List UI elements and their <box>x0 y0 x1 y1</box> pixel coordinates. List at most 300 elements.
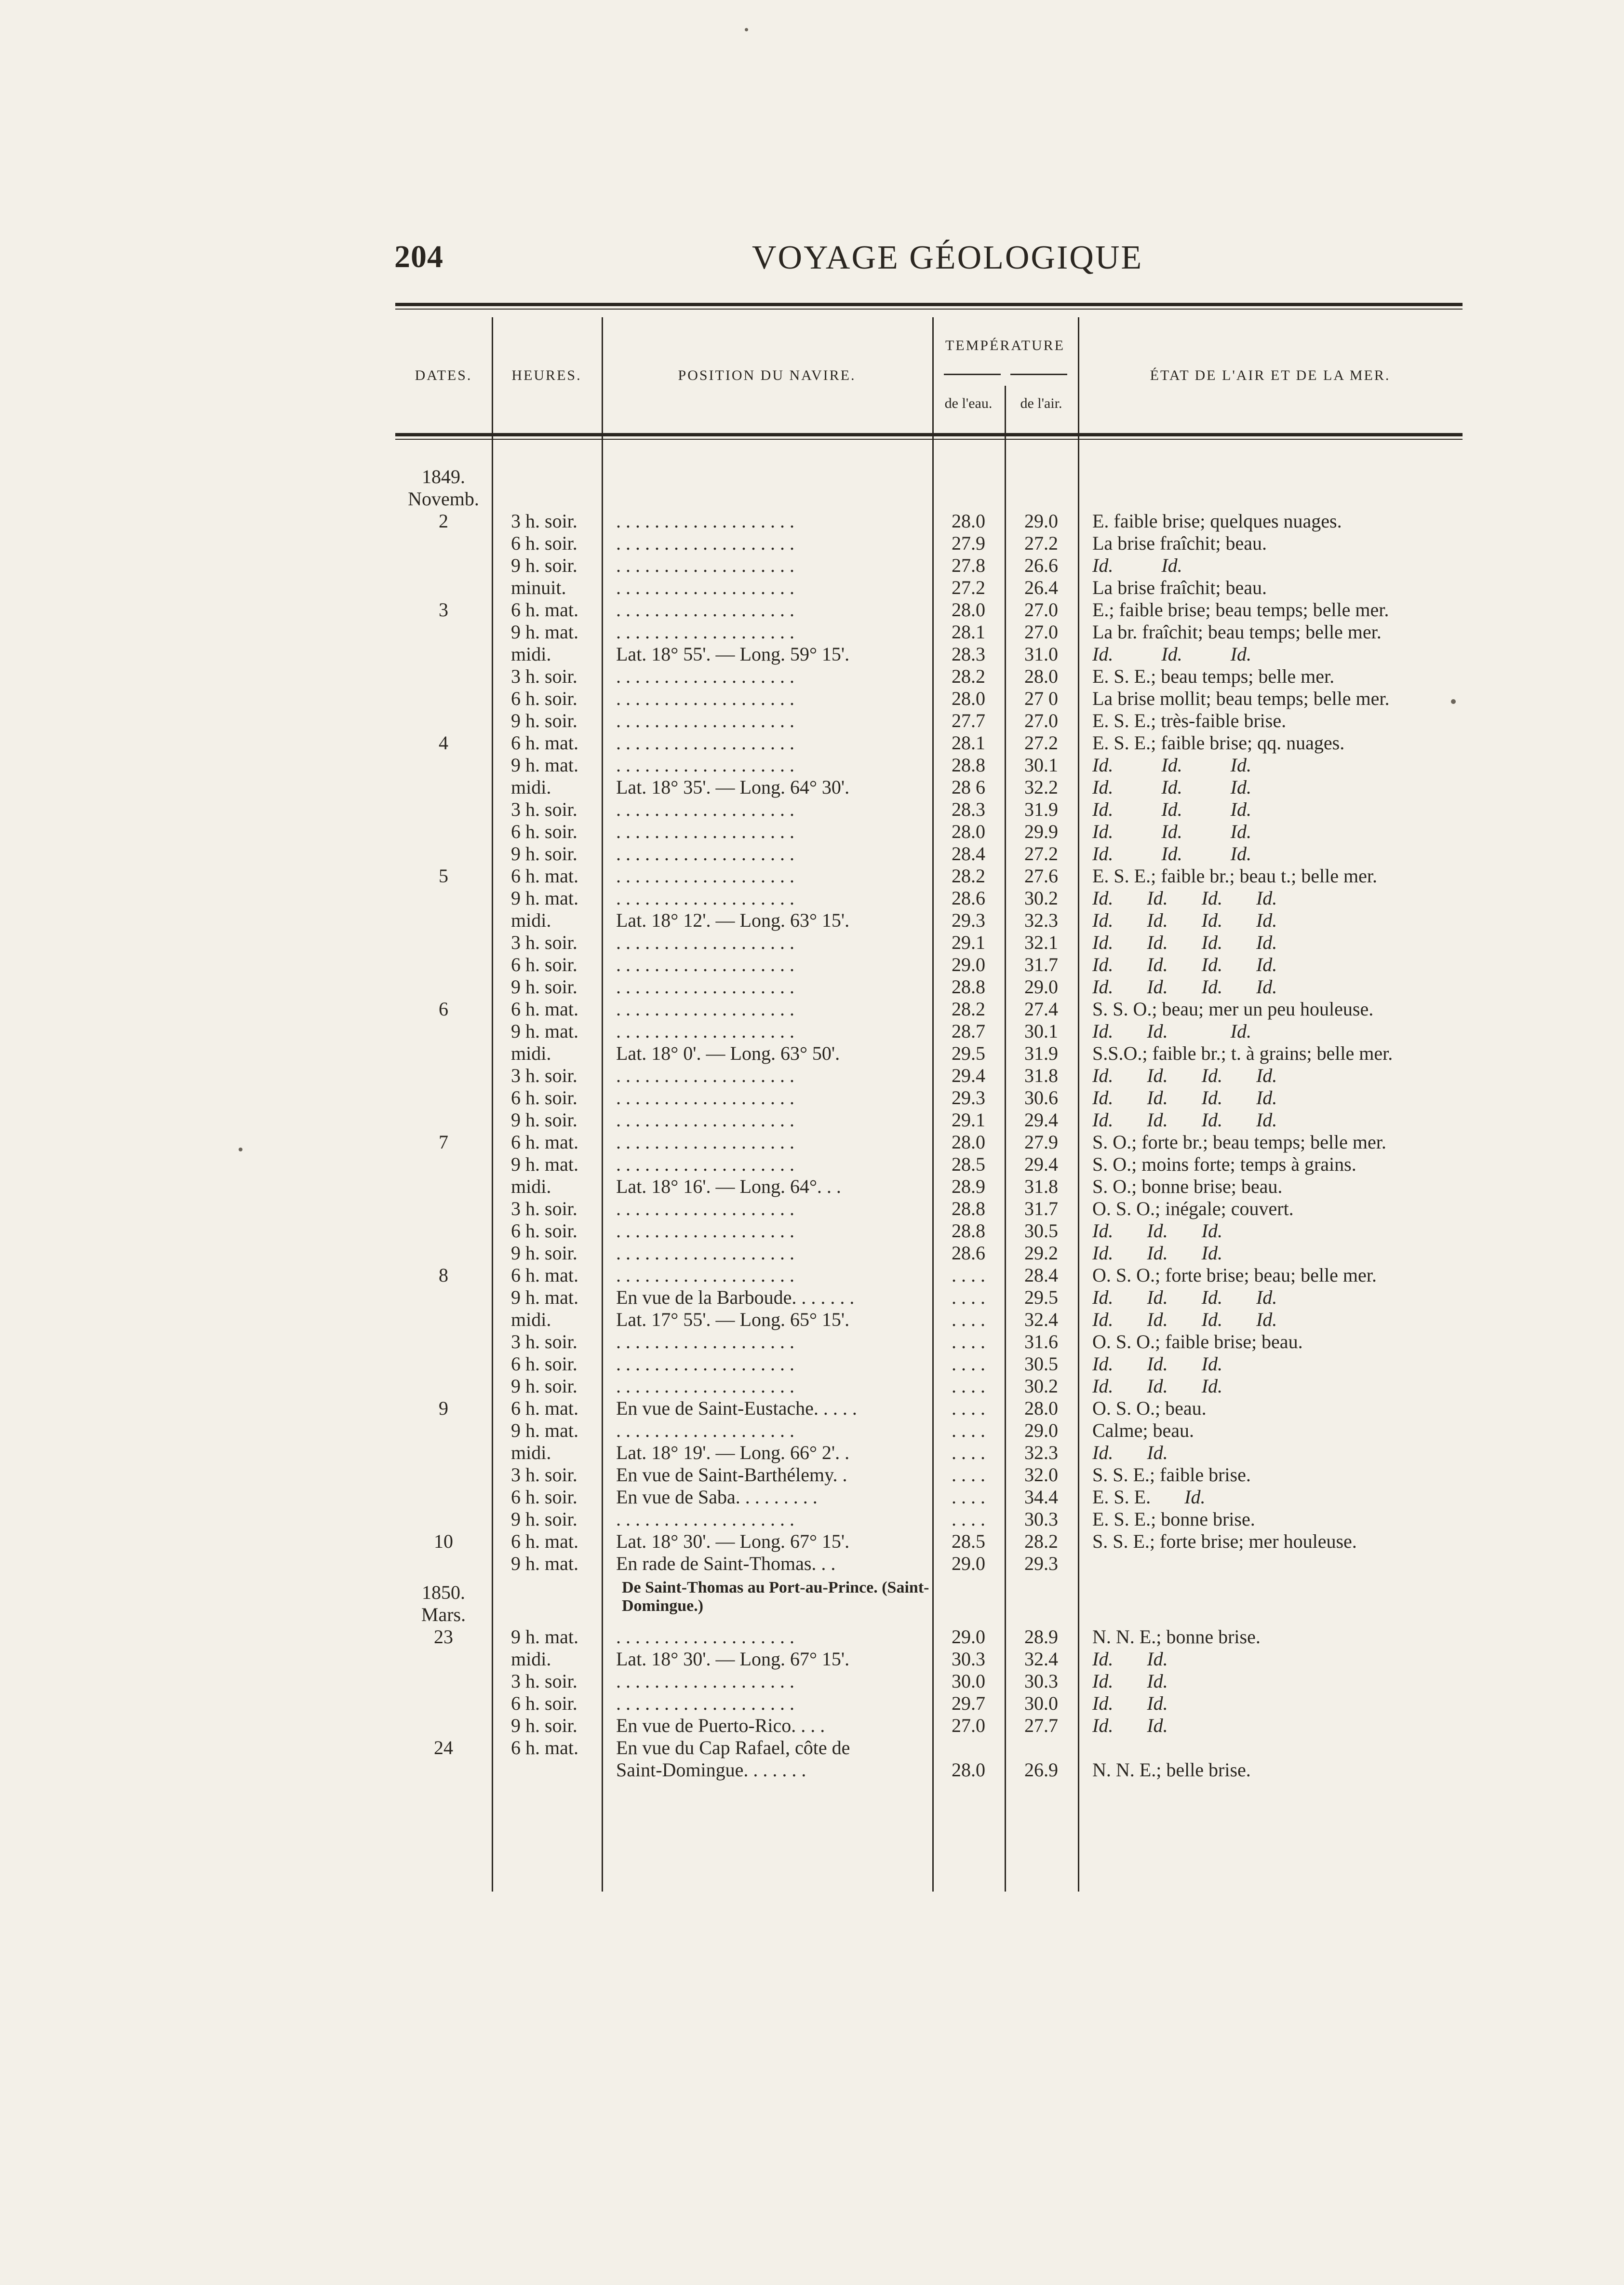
cell-eau: 28.5 <box>952 1153 985 1175</box>
cell-eau: 28.8 <box>952 1220 985 1242</box>
cell-etat: Id. Id. Id. <box>1092 754 1251 776</box>
cell-air: 34.4 <box>1024 1486 1058 1508</box>
section-heading: De Saint-Thomas au Port-au-Prince. (Saint-Domingue.) <box>622 1579 929 1615</box>
cell-etat: Id. Id. Id. <box>1092 1353 1222 1375</box>
table-row <box>395 488 1463 510</box>
cell-air <box>1005 1575 1078 1604</box>
cell-heure: 3 h. soir. <box>511 1198 577 1219</box>
cell-heure: 3 h. soir. <box>511 798 577 820</box>
cell-air: 32.0 <box>1024 1464 1058 1486</box>
cell-etat: La brise mollit; beau temps; belle mer. <box>1092 688 1390 709</box>
table-row <box>395 688 1463 710</box>
cell-heure: 3 h. soir. <box>511 665 577 687</box>
table-row <box>395 1648 1463 1670</box>
cell-heure: 6 h. soir. <box>511 532 577 554</box>
cell-date <box>395 1648 492 1670</box>
table-row <box>395 1575 1463 1604</box>
cell-position: . . . . . . . . . . . . . . . . . . . <box>616 1242 794 1264</box>
cell-date <box>395 1715 492 1737</box>
table-row <box>395 1508 1463 1530</box>
cell-heure: 3 h. soir. <box>511 932 577 953</box>
cell-etat: Id. Id. <box>1092 1670 1168 1692</box>
cell-air: 27.7 <box>1024 1715 1058 1736</box>
cell-air <box>1005 1737 1078 1759</box>
table-row <box>395 1109 1463 1131</box>
cell-heure: 9 h. mat. <box>511 1553 578 1574</box>
cell-date: 5 <box>439 865 448 887</box>
table-row <box>395 1131 1463 1153</box>
cell-air: 32.3 <box>1024 909 1058 931</box>
cell-etat: Id. Id. Id. Id. <box>1092 1065 1277 1086</box>
cell-air: 27 0 <box>1024 688 1058 709</box>
table-row <box>395 954 1463 976</box>
cell-eau: . . . . <box>952 1331 985 1352</box>
cell-heure: 6 h. soir. <box>511 1353 577 1375</box>
cell-position: . . . . . . . . . . . . . . . . . . . <box>616 1420 794 1441</box>
cell-position: . . . . . . . . . . . . . . . . . . . <box>616 1670 794 1692</box>
cell-eau: 29.5 <box>952 1042 985 1064</box>
cell-position: . . . . . . . . . . . . . . . . . . . <box>616 821 794 842</box>
table-row <box>395 1309 1463 1331</box>
cell-position: En vue de Saint-Eustache. . . . . <box>616 1397 857 1419</box>
table-row <box>395 599 1463 621</box>
cell-date: 24 <box>434 1737 453 1758</box>
cell-heure: 9 h. soir. <box>511 554 577 576</box>
cell-heure: midi. <box>511 1442 551 1463</box>
cell-position: . . . . . . . . . . . . . . . . . . . <box>616 554 794 576</box>
cell-eau: 28.0 <box>952 599 985 621</box>
cell-etat: S. O.; forte br.; beau temps; belle mer. <box>1092 1131 1386 1153</box>
table-row <box>395 732 1463 754</box>
cell-eau: 28.0 <box>952 510 985 532</box>
cell-air: 29.5 <box>1024 1286 1058 1308</box>
table-row <box>395 1065 1463 1087</box>
cell-heure: 9 h. soir. <box>511 1109 577 1131</box>
cell-eau: . . . . <box>952 1420 985 1441</box>
cell-heure: 6 h. mat. <box>511 998 578 1020</box>
cell-heure: 9 h. mat. <box>511 1286 578 1308</box>
cell-eau: 27.7 <box>952 710 985 731</box>
cell-air: 27.0 <box>1024 599 1058 621</box>
cell-eau: . . . . <box>952 1309 985 1330</box>
cell-date: 4 <box>439 732 448 754</box>
header-eau: de l'eau. <box>944 395 993 411</box>
cell-date <box>395 1109 492 1131</box>
cell-position: . . . . . . . . . . . . . . . . . . . <box>616 577 794 598</box>
cell-position: . . . . . . . . . . . . . . . . . . . <box>616 843 794 865</box>
cell-air <box>1005 459 1078 488</box>
cell-heure: 9 h. soir. <box>511 976 577 998</box>
cell-etat: Id. Id. Id. Id. <box>1092 1286 1277 1308</box>
header-air: de l'air. <box>1020 395 1062 411</box>
cell-position: Lat. 18° 30'. — Long. 67° 15'. <box>616 1648 850 1670</box>
cell-etat: S. S. O.; beau; mer un peu houleuse. <box>1092 998 1374 1020</box>
cell-etat: E. faible brise; quelques nuages. <box>1092 510 1342 532</box>
cell-air: 27.0 <box>1024 621 1058 643</box>
cell-heure <box>492 1575 602 1604</box>
cell-date <box>395 976 492 998</box>
running-title: VOYAGE GÉOLOGIQUE <box>752 239 1143 276</box>
cell-air: 30.5 <box>1024 1220 1058 1242</box>
cell-eau: 29.1 <box>952 1109 985 1131</box>
cell-etat: O. S. O.; inégale; couvert. <box>1092 1198 1294 1219</box>
cell-heure: 6 h. soir. <box>511 1220 577 1242</box>
cell-air: 27.6 <box>1024 865 1058 887</box>
cell-air: 27.2 <box>1024 843 1058 865</box>
cell-air <box>1005 1604 1078 1626</box>
cell-eau: 28.2 <box>952 865 985 887</box>
cell-etat: Id. Id. Id. <box>1092 843 1251 865</box>
table-row <box>395 1670 1463 1692</box>
cell-position: Lat. 18° 12'. — Long. 63° 15'. <box>616 909 850 931</box>
cell-air: 29.2 <box>1024 1242 1058 1264</box>
table-row <box>395 865 1463 887</box>
cell-heure: midi. <box>511 1309 551 1330</box>
header-dates: DATES. <box>415 367 472 383</box>
temperature-brace-left <box>944 374 1001 375</box>
cell-position: . . . . . . . . . . . . . . . . . . . <box>616 710 794 731</box>
cell-air: 28.4 <box>1024 1264 1058 1286</box>
cell-position: . . . . . . . . . . . . . . . . . . . <box>616 599 794 621</box>
cell-air: 32.3 <box>1024 1442 1058 1463</box>
page-number: 204 <box>394 239 443 274</box>
cell-air: 30.3 <box>1024 1508 1058 1530</box>
cell-etat: S. O.; bonne brise; beau. <box>1092 1176 1283 1197</box>
table-row <box>395 1626 1463 1648</box>
cell-etat: Id. Id. Id. Id. <box>1092 1087 1277 1109</box>
cell-position: En vue du Cap Rafael, côte de <box>616 1737 850 1758</box>
cell-etat <box>1078 488 1463 510</box>
cell-heure: 6 h. soir. <box>511 1087 577 1109</box>
cell-heure: 6 h. mat. <box>511 865 578 887</box>
cell-etat <box>1078 1737 1463 1759</box>
table-row <box>395 1153 1463 1176</box>
cell-eau: 28.3 <box>952 798 985 820</box>
cell-position: . . . . . . . . . . . . . . . . . . . <box>616 1131 794 1153</box>
cell-position: . . . . . . . . . . . . . . . . . . . <box>616 1220 794 1242</box>
cell-heure: midi. <box>511 643 551 665</box>
cell-date: 7 <box>439 1131 448 1153</box>
cell-etat: N. N. E.; bonne brise. <box>1092 1626 1261 1648</box>
cell-etat: N. N. E.; belle brise. <box>1092 1759 1251 1781</box>
cell-position: . . . . . . . . . . . . . . . . . . . <box>616 510 794 532</box>
cell-position: . . . . . . . . . . . . . . . . . . . <box>616 887 794 909</box>
cell-eau: . . . . <box>952 1486 985 1508</box>
cell-position: Lat. 18° 35'. — Long. 64° 30'. <box>616 776 850 798</box>
paper-speck <box>745 28 748 31</box>
cell-date <box>395 1331 492 1353</box>
table-row <box>395 459 1463 488</box>
table-row <box>395 932 1463 954</box>
cell-eau: . . . . <box>952 1353 985 1375</box>
cell-position: Lat. 17° 55'. — Long. 65° 15'. <box>616 1309 850 1330</box>
cell-air: 30.3 <box>1024 1670 1058 1692</box>
cell-date: 2 <box>439 510 448 532</box>
cell-heure <box>492 459 602 488</box>
table-row <box>395 887 1463 909</box>
cell-position: . . . . . . . . . . . . . . . . . . . <box>616 1153 794 1175</box>
table-row <box>395 621 1463 643</box>
table-row <box>395 665 1463 688</box>
cell-etat: O. S. O.; faible brise; beau. <box>1092 1331 1303 1352</box>
cell-heure: 9 h. soir. <box>511 1242 577 1264</box>
cell-position: . . . . . . . . . . . . . . . . . . . <box>616 865 794 887</box>
cell-date <box>395 665 492 688</box>
header-rule-thick <box>395 433 1463 436</box>
cell-position: . . . . . . . . . . . . . . . . . . . <box>616 1264 794 1286</box>
cell-eau: 29.1 <box>952 932 985 953</box>
cell-air: 26.6 <box>1024 554 1058 576</box>
cell-date <box>395 754 492 776</box>
cell-etat: Id. Id. Id. <box>1092 776 1251 798</box>
table-row <box>395 1176 1463 1198</box>
table-row <box>395 1759 1463 1781</box>
cell-date <box>395 1486 492 1508</box>
cell-heure: 9 h. soir. <box>511 1508 577 1530</box>
header-etat: ÉTAT DE L'AIR ET DE LA MER. <box>1150 367 1391 383</box>
paper-speck <box>1451 699 1456 704</box>
cell-heure: 9 h. mat. <box>511 887 578 909</box>
cell-eau: 28.0 <box>952 1131 985 1153</box>
cell-date <box>395 1553 492 1575</box>
cell-position: En vue de Saint-Barthélemy. . <box>616 1464 847 1486</box>
cell-date: 3 <box>439 599 448 621</box>
cell-position: En rade de Saint-Thomas. . . <box>616 1553 836 1574</box>
cell-air: 30.2 <box>1024 1375 1058 1397</box>
table-row <box>395 710 1463 732</box>
cell-heure: 9 h. soir. <box>511 1375 577 1397</box>
cell-etat: Calme; beau. <box>1092 1420 1195 1441</box>
cell-date <box>395 1692 492 1715</box>
table-row <box>395 1464 1463 1486</box>
cell-etat: Id. Id. <box>1092 1692 1168 1714</box>
cell-position: . . . . . . . . . . . . . . . . . . . <box>616 732 794 754</box>
cell-position: . . . . . . . . . . . . . . . . . . . <box>616 998 794 1020</box>
table-row <box>395 1486 1463 1508</box>
cell-position: . . . . . . . . . . . . . . . . . . . <box>616 932 794 953</box>
cell-air: 31.7 <box>1024 1198 1058 1219</box>
temperature-brace-right <box>1010 374 1067 375</box>
cell-heure: 6 h. soir. <box>511 688 577 709</box>
cell-etat: S. S. E.; faible brise. <box>1092 1464 1251 1486</box>
cell-eau: 28.6 <box>952 1242 985 1264</box>
cell-date <box>395 1309 492 1331</box>
top-rule-thin <box>395 309 1463 310</box>
table-row <box>395 1715 1463 1737</box>
cell-position: . . . . . . . . . . . . . . . . . . . <box>616 688 794 709</box>
cell-eau: . . . . <box>952 1397 985 1419</box>
cell-air: 31.0 <box>1024 643 1058 665</box>
cell-etat: Id. Id. Id. Id. <box>1092 909 1277 931</box>
cell-air: 28.9 <box>1024 1626 1058 1648</box>
cell-air: 29.3 <box>1024 1553 1058 1574</box>
cell-heure: 9 h. soir. <box>511 843 577 865</box>
cell-air: 32.4 <box>1024 1309 1058 1330</box>
cell-air: 30.2 <box>1024 887 1058 909</box>
cell-date: 1850. <box>422 1582 465 1603</box>
cell-etat <box>1078 1575 1463 1604</box>
cell-date <box>395 1670 492 1692</box>
cell-date: Mars. <box>421 1604 466 1625</box>
table-row <box>395 1737 1463 1759</box>
cell-heure: minuit. <box>511 577 566 598</box>
cell-air: 27.2 <box>1024 532 1058 554</box>
table-row <box>395 1087 1463 1109</box>
cell-heure: 9 h. mat. <box>511 621 578 643</box>
cell-eau: 28.8 <box>952 1198 985 1219</box>
top-rule-thick <box>395 303 1463 306</box>
cell-position: . . . . . . . . . . . . . . . . . . . <box>616 1508 794 1530</box>
cell-eau: 29.3 <box>952 1087 985 1109</box>
cell-position: . . . . . . . . . . . . . . . . . . . <box>616 1375 794 1397</box>
cell-eau: 28 6 <box>952 776 985 798</box>
cell-date <box>395 1420 492 1442</box>
cell-position: . . . . . . . . . . . . . . . . . . . <box>616 621 794 643</box>
cell-etat: Id. Id. <box>1092 1442 1168 1463</box>
cell-eau: . . . . <box>952 1375 985 1397</box>
cell-date <box>395 532 492 554</box>
table-row <box>395 754 1463 776</box>
cell-air: 29.0 <box>1024 1420 1058 1441</box>
cell-air: 29.9 <box>1024 821 1058 842</box>
cell-date: 8 <box>439 1264 448 1286</box>
cell-etat: Id. Id. <box>1092 554 1182 576</box>
cell-heure: 3 h. soir. <box>511 1464 577 1486</box>
cell-date <box>395 1220 492 1242</box>
header-rule-thin <box>395 439 1463 440</box>
cell-air: 30.1 <box>1024 754 1058 776</box>
cell-air: 30.0 <box>1024 1692 1058 1714</box>
cell-eau: 28.9 <box>952 1176 985 1197</box>
cell-eau: 28.0 <box>952 688 985 709</box>
cell-air: 30.1 <box>1024 1020 1058 1042</box>
cell-etat: Id. Id. Id. Id. <box>1092 1109 1277 1131</box>
cell-air: 27.4 <box>1024 998 1058 1020</box>
cell-eau: 28.0 <box>952 1759 985 1781</box>
cell-heure: 9 h. mat. <box>511 1153 578 1175</box>
cell-eau: 28.8 <box>952 754 985 776</box>
cell-air: 31.6 <box>1024 1331 1058 1352</box>
cell-eau: 28.2 <box>952 665 985 687</box>
cell-heure: 9 h. soir. <box>511 710 577 731</box>
cell-etat <box>1078 1553 1463 1575</box>
cell-date <box>395 1065 492 1087</box>
cell-eau: 30.3 <box>952 1648 985 1670</box>
cell-eau: 27.8 <box>952 554 985 576</box>
cell-position: . . . . . . . . . . . . . . . . . . . <box>616 1692 794 1714</box>
table-row <box>395 1220 1463 1242</box>
cell-air: 26.9 <box>1024 1759 1058 1781</box>
table-row <box>395 843 1463 865</box>
cell-date <box>395 887 492 909</box>
cell-position: En vue de la Barboude. . . . . . . <box>616 1286 855 1308</box>
cell-position: . . . . . . . . . . . . . . . . . . . <box>616 1198 794 1219</box>
cell-etat: S. S. E.; forte brise; mer houleuse. <box>1092 1530 1357 1552</box>
cell-date <box>395 776 492 798</box>
cell-position: . . . . . . . . . . . . . . . . . . . <box>616 954 794 975</box>
cell-position: . . . . . . . . . . . . . . . . . . . <box>616 754 794 776</box>
table-row <box>395 821 1463 843</box>
table-row <box>395 1530 1463 1553</box>
cell-position: . . . . . . . . . . . . . . . . . . . <box>616 1065 794 1086</box>
table-row <box>395 798 1463 821</box>
cell-date <box>395 643 492 665</box>
cell-date <box>395 1286 492 1309</box>
cell-position: En vue de Puerto-Rico. . . . <box>616 1715 825 1736</box>
cell-position: . . . . . . . . . . . . . . . . . . . <box>616 1353 794 1375</box>
cell-air: 32.2 <box>1024 776 1058 798</box>
cell-eau: 27.2 <box>952 577 985 598</box>
cell-eau: 28.0 <box>952 821 985 842</box>
table-row <box>395 532 1463 554</box>
cell-eau: 30.0 <box>952 1670 985 1692</box>
table-row <box>395 1353 1463 1375</box>
cell-air <box>1005 488 1078 510</box>
cell-etat: Id. Id. Id. Id. <box>1092 887 1277 909</box>
cell-heure: 6 h. soir. <box>511 954 577 975</box>
cell-air: 31.8 <box>1024 1176 1058 1197</box>
cell-date <box>395 821 492 843</box>
cell-heure: midi. <box>511 1176 551 1197</box>
cell-etat: Id. Id. Id. <box>1092 1020 1251 1042</box>
table-row <box>395 1442 1463 1464</box>
table-row <box>395 998 1463 1020</box>
cell-date <box>395 1042 492 1065</box>
cell-eau: 28.6 <box>952 887 985 909</box>
cell-heure: 6 h. mat. <box>511 1530 578 1552</box>
table-row <box>395 1397 1463 1420</box>
cell-air: 32.1 <box>1024 932 1058 953</box>
cell-eau: 28.2 <box>952 998 985 1020</box>
cell-etat: Id. Id. Id. <box>1092 1242 1222 1264</box>
cell-etat: E. S. E.; faible brise; qq. nuages. <box>1092 732 1345 754</box>
cell-air: 31.8 <box>1024 1065 1058 1086</box>
cell-eau: 28.3 <box>952 643 985 665</box>
cell-etat: Id. Id. Id. <box>1092 643 1251 665</box>
cell-heure: 9 h. mat. <box>511 1626 578 1648</box>
cell-air: 27.2 <box>1024 732 1058 754</box>
cell-date: 1849. <box>422 466 465 487</box>
cell-air: 26.4 <box>1024 577 1058 598</box>
cell-position <box>602 488 932 510</box>
cell-eau: 29.7 <box>952 1692 985 1714</box>
cell-date <box>395 954 492 976</box>
cell-eau <box>932 1575 1005 1604</box>
cell-air: 29.0 <box>1024 976 1058 998</box>
cell-position: . . . . . . . . . . . . . . . . . . . <box>616 1020 794 1042</box>
cell-position <box>602 459 932 488</box>
cell-air: 31.9 <box>1024 798 1058 820</box>
table-row <box>395 1420 1463 1442</box>
cell-air: 28.2 <box>1024 1530 1058 1552</box>
cell-position: . . . . . . . . . . . . . . . . . . . <box>616 1626 794 1648</box>
cell-eau <box>932 1737 1005 1759</box>
table-row <box>395 1020 1463 1042</box>
cell-eau <box>932 488 1005 510</box>
cell-date: 23 <box>434 1626 453 1648</box>
cell-date: Novemb. <box>408 488 479 510</box>
table-row <box>395 554 1463 577</box>
cell-heure: 9 h. mat. <box>511 1420 578 1441</box>
cell-air: 29.4 <box>1024 1109 1058 1131</box>
cell-date <box>395 1242 492 1264</box>
cell-eau: 28.7 <box>952 1020 985 1042</box>
cell-eau: 29.0 <box>952 1553 985 1574</box>
cell-air: 28.0 <box>1024 665 1058 687</box>
paper-speck <box>239 1148 242 1151</box>
cell-position: Lat. 18° 19'. — Long. 66° 2'. . <box>616 1442 850 1463</box>
cell-eau: . . . . <box>952 1442 985 1463</box>
